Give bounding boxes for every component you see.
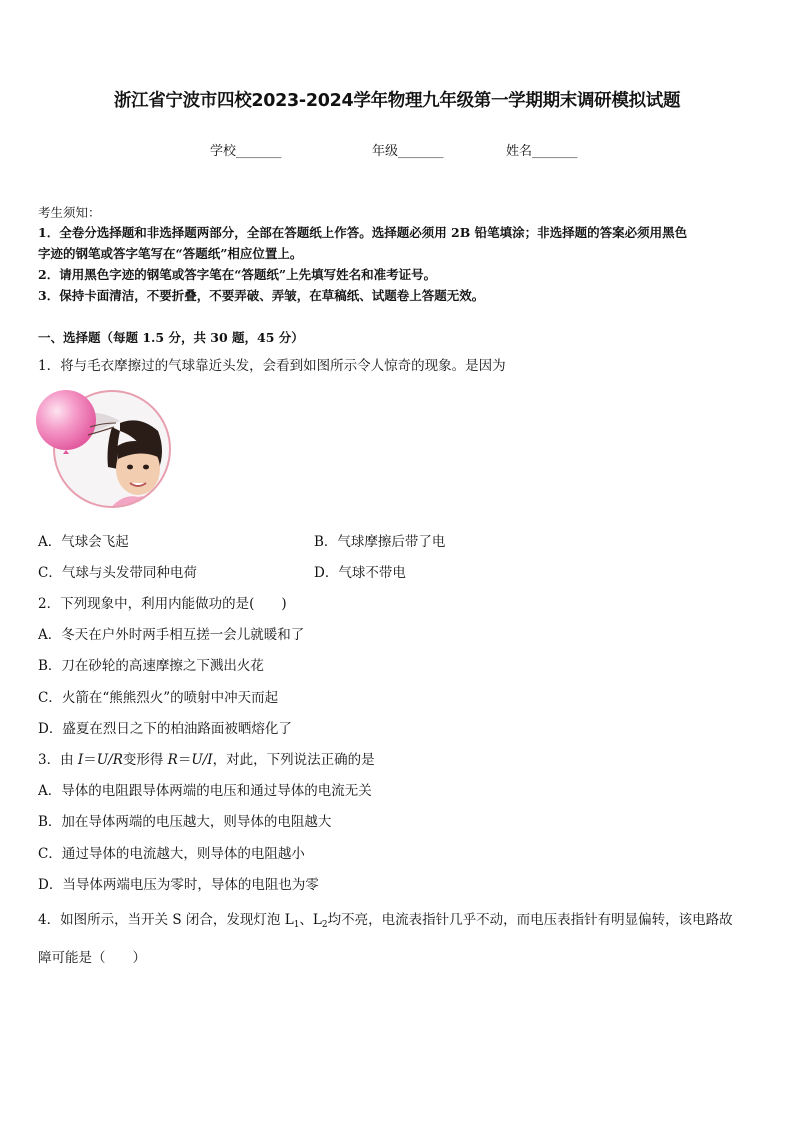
question-2-option-c[interactable]: C．火箭在“熊熊烈火”的喷射中冲天而起 (38, 690, 279, 706)
question-1-option-d[interactable]: D．气球不带电 (314, 565, 406, 581)
balloon-girl-image (36, 387, 172, 511)
section-heading: 一、选择题（每题 1.5 分，共 30 题，45 分） (38, 330, 304, 345)
name-label: 姓名 (506, 144, 533, 159)
question-4-stem: 4．如图所示，当开关 S 闭合，发现灯泡 $L_1$、$L_2$均不亮，电流表指针几乎不动，而电压表指针有明显偏转，该电路故 (38, 912, 733, 930)
notice-item-2: 2．请用黑色字迹的钢笔或答字笔在“答题纸”上先填写姓名和准考证号。 (38, 267, 437, 282)
school-label: 学校 (210, 144, 237, 159)
balloon-shape (36, 390, 96, 450)
question-1-option-c[interactable]: C．气球与头发带同种电荷 (38, 565, 197, 581)
page-title: 浙江省宁波市四校2023-2024学年物理九年级第一学期期末调研模拟试题 (113, 91, 681, 111)
question-1-stem: 1．将与毛衣摩擦过的气球靠近头发，会看到如图所示令人惊奇的现象。是因为 (38, 358, 506, 374)
question-1-option-a[interactable]: A．气球会飞起 (38, 534, 129, 550)
name-field[interactable] (506, 140, 578, 159)
question-4-stem-cont: 障可能是（ ） (38, 950, 146, 966)
notice-item-1: 1．全卷分选择题和非选择题两部分，全部在答题纸上作答。选择题必须用 2B 铅笔填涂；非选择题的答案必须用黑色 (38, 225, 688, 240)
grade-blank[interactable]: _______ (398, 144, 444, 159)
question-2-option-d[interactable]: D．盛夏在烈日之下的柏油路面被晒熔化了 (38, 721, 292, 737)
question-3-option-a[interactable]: A．导体的电阻跟导体两端的电压和通过导体的电流无关 (38, 783, 372, 799)
school-field[interactable] (210, 140, 282, 159)
notice-heading: 考生须知： (38, 205, 101, 220)
grade-field[interactable] (372, 140, 444, 159)
question-2-option-a[interactable]: A．冬天在户外时两手相互搓一会儿就暖和了 (38, 627, 305, 643)
notice-item-3: 3．保持卡面清洁，不要折叠，不要弄破、弄皱，在草稿纸、试题卷上答题无效。 (38, 288, 485, 303)
grade-label: 年级 (372, 144, 399, 159)
question-2-option-b[interactable]: B．刀在砂轮的高速摩擦之下溅出火花 (38, 658, 264, 674)
question-2-stem: 2．下列现象中，利用内能做功的是( ) (38, 596, 287, 612)
question-3-option-b[interactable]: B．加在导体两端的电压越大，则导体的电阻越大 (38, 814, 332, 830)
name-blank[interactable]: _______ (532, 144, 578, 159)
question-3-option-d[interactable]: D．当导体两端电压为零时，导体的电阻也为零 (38, 877, 319, 893)
question-3-option-c[interactable]: C．通过导体的电流越大，则导体的电阻越小 (38, 846, 305, 862)
notice-item-1-cont: 字迹的钢笔或答字笔写在“答题纸”相应位置上。 (38, 246, 303, 261)
school-blank[interactable]: _______ (236, 144, 282, 159)
question-3-stem: 3．由 I＝U/R变形得 R＝U/I，对此，下列说法正确的是 (38, 752, 375, 768)
question-1-option-b[interactable]: B．气球摩擦后带了电 (314, 534, 446, 550)
